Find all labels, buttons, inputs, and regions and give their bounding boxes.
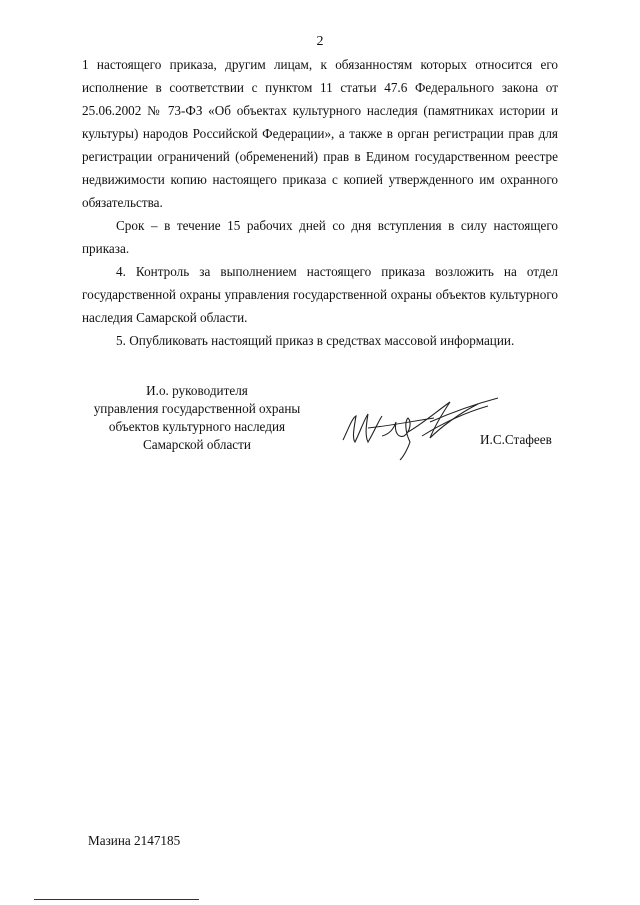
document-body — [82, 53, 558, 352]
paragraph-item-4: 4. Контроль за выполнением настоящего приказа возложить на отдел государственной охраны управления государственной охраны объектов культурного наследия Самарской области. — [82, 264, 558, 325]
handwritten-signature — [338, 392, 503, 462]
signatory-title-line: управления государственной охраны — [93, 401, 301, 416]
signatory-title-line: И.о. руководителя — [146, 383, 248, 398]
paragraph-item-5: 5. Опубликовать настоящий приказ в средствах массовой информации. — [116, 333, 515, 348]
signatory-title-line: Самарской области — [143, 437, 251, 452]
footer-divider — [34, 899, 199, 900]
page-number: 2 — [316, 34, 324, 49]
paragraph-continuation: 1 настоящего приказа, другим лицам, к обязанностям которых относится его исполнение в соответствии с пунктом 11 статьи 47.6 Федерального закона от 25.06.2002 № 73-ФЗ «Об объектах культурного наследия (памятниках истории и культуры) народов Российской Федерации», а также в орган регистрации прав для регистрации ограничений (обременений) прав в Едином государственном реестре недвижимости копию настоящего приказа с копией утвержденного им охранного обязательства. — [82, 57, 558, 210]
signatory-title — [72, 382, 322, 454]
signatory-name: И.С.Стафеев — [480, 432, 552, 447]
signatory-title-line: объектов культурного наследия — [108, 419, 286, 434]
paragraph-deadline: Срок – в течение 15 рабочих дней со дня вступления в силу настоящего приказа. — [82, 218, 558, 256]
executor-info: Мазина 2147185 — [88, 833, 181, 848]
